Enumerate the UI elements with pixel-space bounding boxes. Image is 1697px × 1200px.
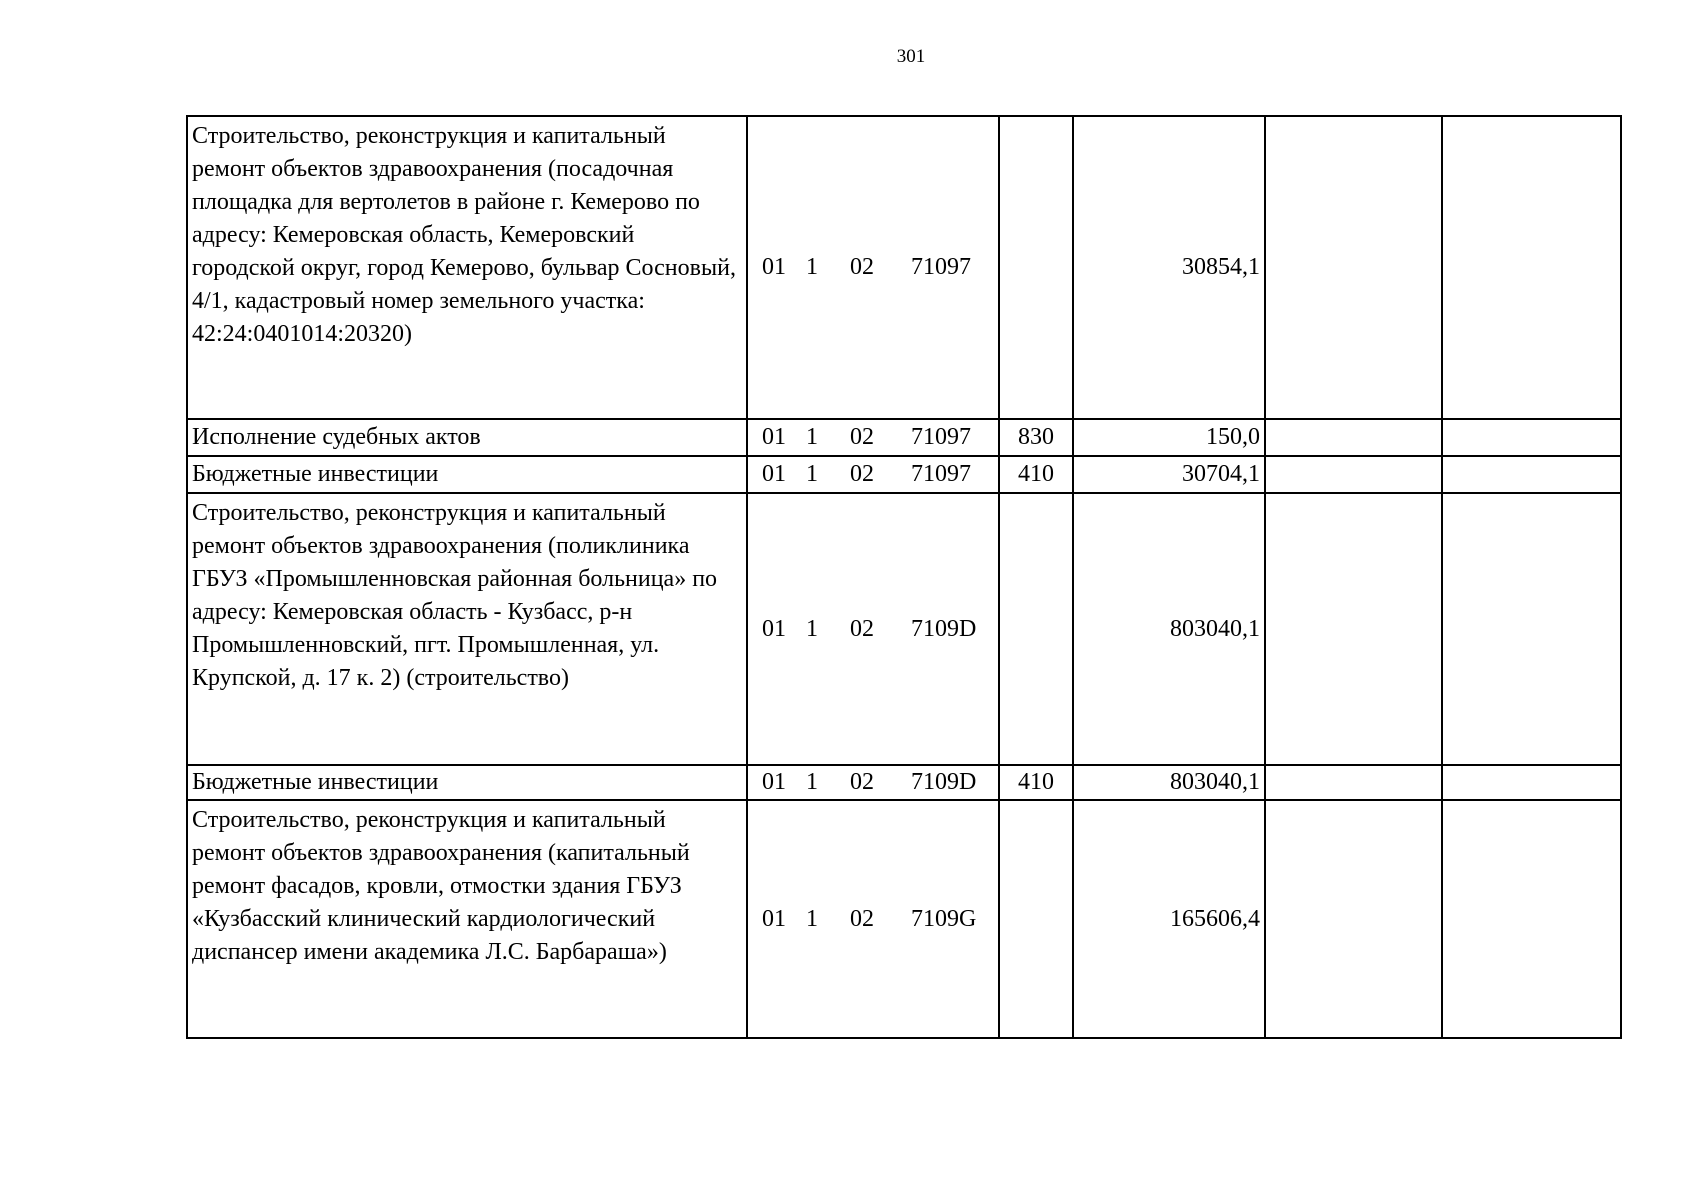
row-target-code: [747, 800, 999, 1038]
table-row: [187, 116, 1621, 419]
code-subprogram: 1: [806, 615, 818, 642]
row-col8: [1442, 800, 1621, 1038]
row-col7: [1265, 765, 1442, 800]
table-row: [187, 800, 1621, 1038]
row-col8: [1442, 419, 1621, 456]
code-subprogram: 1: [806, 769, 818, 795]
row-amount: 150,0: [1073, 419, 1265, 456]
code-subprogram: 1: [806, 424, 818, 450]
code-direction: 7109G: [911, 905, 977, 932]
table-row: [187, 456, 1621, 493]
row-target-code: [747, 765, 999, 800]
row-expense-type: 410: [999, 456, 1073, 493]
row-col8: [1442, 116, 1621, 419]
row-target-code: [747, 116, 999, 419]
row-col7: [1265, 116, 1442, 419]
code-direction: 71097: [911, 461, 971, 487]
row-target-code: [747, 493, 999, 765]
code-event: 02: [850, 461, 874, 487]
row-amount: 803040,1: [1073, 493, 1265, 765]
code-subprogram: 1: [806, 254, 818, 280]
row-description: Строительство, реконструкция и капитальный ремонт объектов здравоохранения (капитальный ремонт фасадов, кровли, отмостки здания ГБУЗ «Кузбасский клинический кардиологический диспансер имени академика Л.С. Барбараша»): [187, 800, 747, 1038]
row-expense-type: [999, 800, 1073, 1038]
code-event: 02: [850, 905, 874, 932]
code-event: 02: [850, 424, 874, 450]
row-col7: [1265, 800, 1442, 1038]
row-col7: [1265, 456, 1442, 493]
row-amount: 30854,1: [1073, 116, 1265, 419]
code-program: 01: [762, 424, 786, 450]
row-col7: [1265, 419, 1442, 456]
row-expense-type: 830: [999, 419, 1073, 456]
code-direction: 71097: [911, 424, 971, 450]
budget-table: [186, 115, 1622, 1039]
row-description: Строительство, реконструкция и капитальный ремонт объектов здравоохранения (посадочная площадка для вертолетов в районе г. Кемерово по адресу: Кемеровская область, Кемеровский городской округ, город Кемерово, бульвар Сосновый, 4/1, кадастровый номер земельного участка: 42:24:0401014:20320): [187, 116, 747, 419]
table-row: [187, 765, 1621, 800]
code-event: 02: [850, 254, 874, 280]
row-expense-type: [999, 493, 1073, 765]
row-expense-type: 410: [999, 765, 1073, 800]
row-amount: 803040,1: [1073, 765, 1265, 800]
page-number: 301: [896, 46, 926, 67]
code-event: 02: [850, 615, 874, 642]
code-direction: 7109D: [911, 769, 977, 795]
row-col8: [1442, 493, 1621, 765]
code-event: 02: [850, 769, 874, 795]
code-program: 01: [762, 769, 786, 795]
code-program: 01: [762, 615, 786, 642]
code-program: 01: [762, 254, 786, 280]
row-description: Исполнение судебных актов: [187, 419, 747, 456]
code-direction: 7109D: [911, 615, 977, 642]
code-subprogram: 1: [806, 461, 818, 487]
table-row: [187, 493, 1621, 765]
row-target-code: [747, 456, 999, 493]
code-program: 01: [762, 461, 786, 487]
table-row: [187, 419, 1621, 456]
row-expense-type: [999, 116, 1073, 419]
row-description: Строительство, реконструкция и капитальный ремонт объектов здравоохранения (поликлиника ГБУЗ «Промышленновская районная больница» по адресу: Кемеровская область - Кузбасс, р-н Промышленновский, пгт. Промышленная, ул. Крупской, д. 17 к. 2) (строительство): [187, 493, 747, 765]
row-col8: [1442, 765, 1621, 800]
row-col8: [1442, 456, 1621, 493]
row-amount: 30704,1: [1073, 456, 1265, 493]
code-subprogram: 1: [806, 905, 818, 932]
code-direction: 71097: [911, 254, 971, 280]
row-amount: 165606,4: [1073, 800, 1265, 1038]
row-description: Бюджетные инвестиции: [187, 765, 747, 800]
row-target-code: [747, 419, 999, 456]
row-description: Бюджетные инвестиции: [187, 456, 747, 493]
row-col7: [1265, 493, 1442, 765]
code-program: 01: [762, 905, 786, 932]
